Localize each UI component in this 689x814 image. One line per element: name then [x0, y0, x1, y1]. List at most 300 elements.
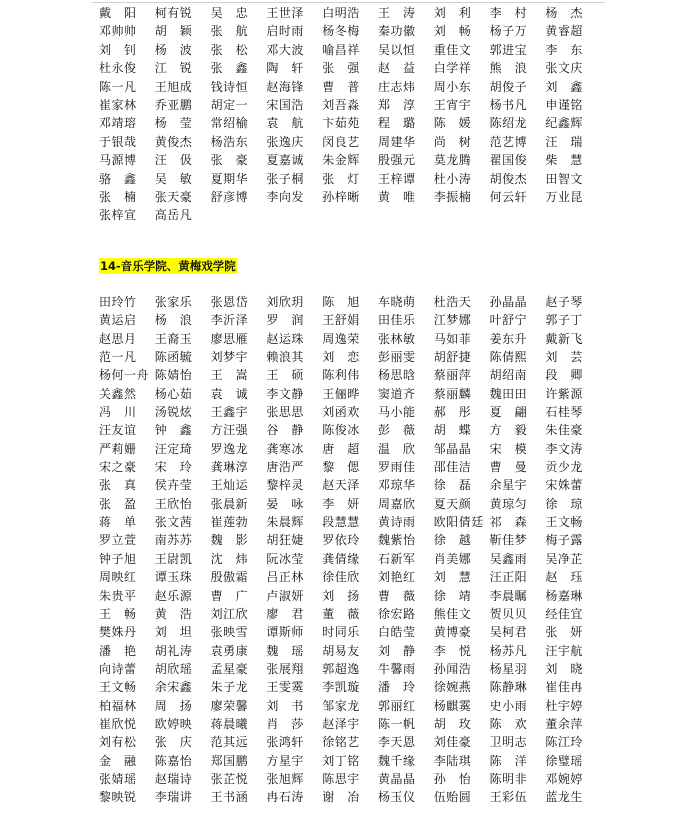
- name-cell: 廖思雁: [210, 331, 249, 346]
- name-cell: 廖荣馨: [210, 698, 249, 713]
- name-cell: 陈静琳: [489, 680, 528, 695]
- name-cell: 马小能: [377, 405, 416, 420]
- name-cell: 张 妍: [545, 625, 583, 640]
- name-cell: 王裔玉: [154, 331, 193, 346]
- name-cell: 杜小涛: [433, 171, 472, 186]
- name-cell: 白学祥: [433, 61, 472, 76]
- name-cell: 邹晶晶: [433, 441, 472, 456]
- name-cell: 陈 媛: [433, 116, 472, 131]
- name-cell: 伍贻圆: [433, 790, 472, 805]
- name-cell: 唐浩严: [266, 460, 304, 475]
- name-cell: 陈一凡: [99, 79, 137, 94]
- name-cell: 刘 慧: [433, 570, 472, 585]
- name-cell: 刘函欢: [322, 405, 360, 420]
- name-cell: 杨麒霙: [433, 698, 472, 713]
- name-cell: 马如菲: [433, 331, 472, 346]
- name-cell: 龚琳淳: [210, 460, 249, 475]
- name-cell: 邓靖瑢: [99, 116, 137, 131]
- name-cell: 周 扬: [154, 698, 193, 713]
- name-cell: 赵 珏: [545, 570, 583, 585]
- name-cell: 张芷悦: [210, 771, 249, 786]
- name-cell: 曹 普: [322, 79, 360, 94]
- name-cell: 崔莲勃: [210, 515, 249, 530]
- name-cell: 熊 浪: [489, 61, 528, 76]
- name-cell: 赵运珠: [266, 331, 304, 346]
- name-cell: 刘 畅: [433, 24, 472, 39]
- name-cell: 赵子琴: [545, 295, 583, 309]
- name-cell: 殷强元: [377, 153, 416, 168]
- name-cell: 张思思: [266, 405, 304, 420]
- name-cell: 宋姝蕾: [545, 478, 583, 493]
- name-cell: 黄晶晶: [377, 771, 416, 786]
- name-cell: 牛馨雨: [377, 661, 416, 676]
- name-cell: 赵乐源: [154, 588, 193, 603]
- name-cell: 贡少龙: [545, 460, 583, 475]
- name-cell: 范其远: [210, 735, 249, 750]
- name-cell: 张 豪: [210, 153, 249, 168]
- name-cell: 张恩岱: [210, 295, 249, 309]
- name-cell: 陈嘉怡: [154, 753, 193, 768]
- name-cell: 欧阳倩廷: [433, 515, 484, 530]
- name-cell: 罗依玲: [322, 533, 360, 548]
- name-cell: 重佳文: [433, 42, 472, 57]
- name-cell: 汪 瑞: [545, 134, 583, 149]
- name-cell: 方星宇: [266, 753, 304, 768]
- name-cell: 启时雨: [266, 24, 304, 39]
- name-cell: 杨冬梅: [322, 24, 360, 39]
- name-cell: 魏 瑶: [266, 643, 304, 658]
- name-cell: 窦道齐: [377, 386, 416, 401]
- name-cell: 冯 川: [99, 405, 137, 420]
- name-cell: 万业昆: [545, 189, 583, 204]
- name-cell: 罗 润: [266, 313, 304, 328]
- name-cell: 马源博: [99, 153, 137, 168]
- name-cell: 夏嘉诚: [266, 153, 304, 168]
- name-cell: 魏 影: [210, 533, 249, 548]
- name-cell: 宋 玲: [154, 460, 193, 475]
- name-cell: 王世泽: [266, 6, 304, 20]
- name-cell: 陈利伟: [322, 368, 360, 383]
- name-cell: 夏天颜: [433, 496, 472, 511]
- name-cell: 张映雪: [210, 625, 249, 640]
- name-cell: 徐 靖: [433, 588, 472, 603]
- name-cell: 刘 利: [433, 6, 472, 20]
- name-cell: 胡 颖: [154, 24, 193, 39]
- name-cell: 黄琼匀: [489, 496, 528, 511]
- name-cell: 熊佳文: [433, 606, 472, 621]
- name-cell: 张 航: [210, 24, 249, 39]
- name-cell: 江梦娜: [433, 313, 472, 328]
- name-cell: 宋国浩: [266, 97, 304, 112]
- name-cell: 郭进宝: [489, 42, 528, 57]
- name-cell: 李向发: [266, 189, 304, 204]
- name-cell: 王书涵: [210, 790, 249, 805]
- name-cell: 何云轩: [489, 189, 528, 204]
- name-cell: 李 东: [545, 42, 583, 57]
- name-cell: 彭丽雯: [377, 350, 416, 365]
- name-cell: 李凯璇: [322, 680, 360, 695]
- name-cell: 龚倩缘: [322, 551, 360, 566]
- name-cell: 陈绍龙: [489, 116, 528, 131]
- name-cell: 刘 扬: [322, 588, 360, 603]
- name-cell: 刘有松: [99, 735, 137, 750]
- name-cell: 王俪晔: [322, 386, 360, 401]
- name-cell: 殷傲霜: [210, 570, 249, 585]
- name-cell: 陈思宇: [322, 771, 360, 786]
- name-cell: 于银哉: [99, 134, 137, 149]
- name-cell: 魏田田: [489, 386, 528, 401]
- name-cell: 段慧慧: [322, 515, 360, 530]
- name-cell: 彭 薇: [377, 423, 416, 438]
- name-cell: 徐宏路: [377, 606, 416, 621]
- name-cell: 李陆琪: [433, 753, 472, 768]
- name-cell: 白明浩: [322, 6, 360, 20]
- name-cell: 王旭成: [154, 79, 193, 94]
- name-cell: 杨 波: [154, 42, 193, 57]
- name-cell: 魏紫怡: [377, 533, 416, 548]
- name-cell: 胡狂婕: [266, 533, 304, 548]
- name-cell: 陈 旭: [322, 295, 360, 309]
- name-cell: 黄俊杰: [154, 134, 193, 149]
- name-cell: 金 融: [99, 753, 137, 768]
- name-cell: 周建华: [377, 134, 416, 149]
- name-cell: 胡绍南: [489, 368, 528, 383]
- name-cell: 樊姝丹: [99, 625, 137, 640]
- name-cell: 董余萍: [545, 716, 583, 731]
- name-cell: 曹 薇: [377, 588, 416, 603]
- name-cell: 宋 模: [489, 441, 528, 456]
- name-cell: 陈倩熙: [489, 350, 528, 365]
- name-cell: 程 璐: [377, 116, 416, 131]
- name-cell: 徐婉燕: [433, 680, 472, 695]
- name-cell: 李晨瞩: [489, 588, 528, 603]
- name-cell: 吴净芷: [545, 551, 583, 566]
- name-cell: 李 村: [489, 6, 528, 20]
- name-cell: 潘 艳: [99, 643, 137, 658]
- name-cell: 肖 莎: [266, 716, 304, 731]
- name-cell: 王彩伍: [489, 790, 528, 805]
- name-cell: 戴 阳: [99, 6, 137, 20]
- name-cell: 卫明志: [489, 735, 528, 750]
- name-cell: 闵良艺: [322, 134, 360, 149]
- name-cell: 刘丁铭: [322, 753, 360, 768]
- name-cell: 关鑫然: [99, 386, 137, 401]
- name-cell: 舒彦博: [210, 189, 249, 204]
- name-cell: 郭子丁: [545, 313, 583, 328]
- name-cell: 靳佳梦: [489, 533, 528, 548]
- name-cell: 李文涛: [545, 441, 583, 456]
- name-cell: 石新军: [377, 551, 416, 566]
- name-cell: 王文畅: [99, 680, 137, 695]
- name-cell: 方 毅: [489, 423, 528, 438]
- name-cell: 杨书凡: [489, 97, 528, 112]
- name-cell: 张家乐: [154, 295, 193, 309]
- name-cell: 李瑞讲: [154, 790, 193, 805]
- name-cell: 孙闻浩: [433, 661, 472, 676]
- name-cell: 吴 忠: [210, 6, 249, 20]
- name-cell: 喻昌祥: [322, 42, 360, 57]
- name-cell: 杜永俊: [99, 61, 137, 76]
- name-cell: 李振楠: [433, 189, 472, 204]
- name-cell: 谢 冶: [322, 790, 360, 805]
- name-cell: 汪宇航: [545, 643, 583, 658]
- name-cell: 江 锐: [154, 61, 193, 76]
- name-cell: 冉石涛: [266, 790, 304, 805]
- name-cell: 田智文: [545, 171, 583, 186]
- name-cell: 谭玉珠: [154, 570, 193, 585]
- name-cell: 龚寒冰: [266, 441, 304, 456]
- name-cell: 柯有锐: [154, 6, 193, 20]
- name-cell: 吴以恒: [377, 42, 416, 57]
- name-cell: 刘 书: [266, 698, 304, 713]
- name-cell: 钟 鑫: [154, 423, 193, 438]
- name-cell: 谭斯师: [266, 625, 304, 640]
- name-cell: 汤锐炫: [154, 405, 193, 420]
- name-cell: 骆 鑫: [99, 171, 137, 186]
- name-cell: 申谨铭: [545, 97, 583, 112]
- name-cell: 黄睿超: [545, 24, 583, 39]
- name-cell: 叶舒宁: [489, 313, 528, 328]
- name-cell: 邓帅帅: [99, 24, 137, 39]
- name-cell: 阮冰莹: [266, 551, 304, 566]
- name-cell: 胡易友: [322, 643, 360, 658]
- name-cell: 邹家龙: [322, 698, 360, 713]
- name-cell: 张逸庆: [266, 134, 304, 149]
- name-cell: 贺贝贝: [489, 606, 528, 621]
- name-cell: 吕正林: [266, 570, 304, 585]
- name-cell: 余宋鑫: [154, 680, 193, 695]
- name-cell: 汪 伋: [154, 153, 193, 168]
- name-cell: 车晓萌: [377, 295, 416, 309]
- name-cell: 魏千缘: [377, 753, 416, 768]
- name-cell: 刘 钊: [99, 42, 137, 57]
- name-cell: 罗雨佳: [377, 460, 416, 475]
- name-cell: 田玲竹: [99, 295, 137, 309]
- name-cell: 谷 静: [266, 423, 304, 438]
- name-cell: 罗逸龙: [210, 441, 249, 456]
- name-cell: 张展翔: [266, 661, 304, 676]
- name-cell: 郑国鹏: [210, 753, 249, 768]
- name-cell: 黄运启: [99, 313, 137, 328]
- name-cell: 梅子露: [545, 533, 583, 548]
- name-cell: 陈 洋: [489, 753, 528, 768]
- name-cell: 王梓谭: [377, 171, 416, 186]
- name-cell: 黎 偲: [322, 460, 360, 475]
- name-cell: 蔡丽麟: [433, 386, 472, 401]
- name-cell: 赵泽宇: [322, 716, 360, 731]
- name-cell: 王灿运: [210, 478, 249, 493]
- name-cell: 朱晨辉: [266, 515, 304, 530]
- name-cell: 余星宇: [489, 478, 528, 493]
- name-cell: 刘 晓: [545, 661, 583, 676]
- name-cell: 胡俊子: [489, 79, 528, 94]
- name-cell: 白皓莹: [377, 625, 416, 640]
- name-cell: 赵海锋: [266, 79, 304, 94]
- name-cell: 崔家林: [99, 97, 137, 112]
- name-cell: 刘欣玥: [266, 295, 304, 309]
- name-cell: 徐 越: [433, 533, 472, 548]
- name-cell: 胡定一: [210, 97, 249, 112]
- name-cell: 纪鑫辉: [545, 116, 583, 131]
- name-cell: 陈江玲: [545, 735, 583, 750]
- name-cell: 孙 怡: [433, 771, 472, 786]
- name-cell: 潘 玲: [377, 680, 416, 695]
- name-cell: 杨苏凡: [489, 643, 528, 658]
- name-cell: 张 庆: [154, 735, 193, 750]
- name-cell: 李 妍: [322, 496, 360, 511]
- name-cell: 袁 诚: [210, 386, 249, 401]
- name-cell: 刘 芸: [545, 350, 583, 365]
- name-cell: 祁 森: [489, 515, 528, 530]
- name-cell: 刘梦宇: [210, 350, 249, 365]
- name-cell: 范艺博: [489, 134, 528, 149]
- name-cell: 周映红: [99, 570, 137, 585]
- name-cell: 经佳宜: [545, 606, 583, 621]
- name-cell: 杨浩东: [210, 134, 249, 149]
- name-cell: 高岳凡: [154, 208, 193, 223]
- name-cell: 蓝龙生: [545, 790, 583, 805]
- name-cell: 杨子万: [489, 24, 528, 39]
- name-cell: 侯卉莹: [154, 478, 193, 493]
- name-cell: 李文静: [266, 386, 304, 401]
- name-cell: 夏期华: [210, 171, 249, 186]
- name-cell: 杨思晗: [377, 368, 416, 383]
- name-cell: 陈 欢: [489, 716, 528, 731]
- name-cell: 严莉姗: [99, 441, 137, 456]
- name-cell: 王文畅: [545, 515, 583, 530]
- name-cell: 张天豪: [154, 189, 193, 204]
- name-cell: 蒋 单: [99, 515, 137, 530]
- name-cell: 徐 磊: [433, 478, 472, 493]
- name-cell: 柴 慧: [545, 153, 583, 168]
- name-cell: 王 嵩: [210, 368, 249, 383]
- name-cell: 周嘉欣: [377, 496, 416, 511]
- name-cell: 温 欣: [377, 441, 416, 456]
- name-cell: 徐铭艺: [322, 735, 360, 750]
- name-cell: 柏福林: [99, 698, 137, 713]
- name-cell: 周小东: [433, 79, 472, 94]
- name-cell: 宋之豪: [99, 460, 137, 475]
- name-cell: 向诗蕾: [99, 661, 137, 676]
- name-cell: 史小雨: [489, 698, 528, 713]
- name-cell: 王 涛: [377, 6, 416, 20]
- name-cell: 黄 唯: [377, 189, 416, 204]
- name-cell: 张 松: [210, 42, 249, 57]
- name-cell: 王鑫宇: [210, 405, 249, 420]
- name-cell: 张鸿轩: [266, 735, 304, 750]
- name-cell: 崔佳冉: [545, 680, 583, 695]
- name-cell: 杨嘉琳: [545, 588, 583, 603]
- name-cell: 罗立萱: [99, 533, 137, 548]
- name-cell: 王雯霙: [266, 680, 304, 695]
- name-cell: 秦功徽: [377, 24, 416, 39]
- name-cell: 张林敏: [377, 331, 416, 346]
- name-cell: 刘 恋: [322, 350, 360, 365]
- name-cell: 杨 杰: [545, 6, 583, 20]
- name-cell: 袁勇康: [210, 643, 249, 658]
- name-cell: 蒋晨曦: [210, 716, 249, 731]
- name-cell: 汪友谊: [99, 423, 137, 438]
- name-cell: 周逸荣: [322, 331, 360, 346]
- name-cell: 邓琼华: [377, 478, 416, 493]
- name-cell: 张 鑫: [210, 61, 249, 76]
- name-cell: 陈俊冰: [322, 423, 360, 438]
- name-cell: 王欣怡: [154, 496, 193, 511]
- name-cell: 刘佳豪: [433, 735, 472, 750]
- name-cell: 汪定琦: [154, 441, 193, 456]
- name-cell: 赵 益: [377, 61, 416, 76]
- name-cell: 翟国俊: [489, 153, 528, 168]
- name-cell: 赖浪其: [266, 350, 304, 365]
- name-cell: 唐 超: [322, 441, 360, 456]
- name-cell: 蔡丽萍: [433, 368, 472, 383]
- name-cell: 欧婷映: [154, 716, 193, 731]
- name-cell: 张婧瑶: [99, 771, 137, 786]
- name-cell: 李 悦: [433, 643, 472, 658]
- name-cell: 王宵宇: [433, 97, 472, 112]
- name-cell: 徐璧瑶: [545, 753, 583, 768]
- name-cell: 范一凡: [99, 350, 137, 365]
- name-cell: 卞茹苑: [322, 116, 360, 131]
- name-cell: 赵瑞诗: [154, 771, 193, 786]
- name-cell: 郝 彤: [433, 405, 472, 420]
- name-cell: 黄博豪: [433, 625, 472, 640]
- name-cell: 张 楠: [99, 189, 137, 204]
- name-cell: 时同乐: [322, 625, 360, 640]
- name-cell: 夏 翩: [489, 405, 528, 420]
- name-cell: 崔欣悦: [99, 716, 137, 731]
- name-cell: 钱诗恒: [210, 79, 249, 94]
- name-cell: 杜浩天: [433, 295, 472, 309]
- name-cell: 石桂琴: [545, 405, 583, 420]
- name-cell: 孟星豪: [210, 661, 249, 676]
- name-cell: 陶 轩: [266, 61, 304, 76]
- name-cell: 陈函毓: [154, 350, 193, 365]
- name-cell: 黎映锐: [99, 790, 137, 805]
- name-cell: 曹 广: [210, 588, 249, 603]
- name-cell: 乔亚鹏: [154, 97, 193, 112]
- name-cell: 田佳乐: [377, 313, 416, 328]
- name-cell: 朱子龙: [210, 680, 249, 695]
- name-cell: 赵天泽: [322, 478, 360, 493]
- name-cell: 刘吾淼: [322, 97, 360, 112]
- name-cell: 卢淑妍: [266, 588, 304, 603]
- name-cell: 晏 咏: [266, 496, 304, 511]
- name-cell: 杨 莹: [154, 116, 193, 131]
- name-cell: 尚 树: [433, 134, 472, 149]
- name-cell: 陈一帆: [377, 716, 416, 731]
- name-cell: 王尉凯: [154, 551, 193, 566]
- name-cell: 胡欣瑶: [154, 661, 193, 676]
- name-cell: 黄 浩: [154, 606, 193, 621]
- name-cell: 黎梓灵: [266, 478, 304, 493]
- name-cell: 李沂泽: [210, 313, 249, 328]
- name-cell: 刘 鑫: [545, 79, 583, 94]
- name-cell: 陈明非: [489, 771, 528, 786]
- name-cell: 刘江欣: [210, 606, 249, 621]
- name-cell: 刘艳红: [377, 570, 416, 585]
- name-cell: 刘 坦: [154, 625, 193, 640]
- name-cell: 董 薇: [322, 606, 360, 621]
- name-cell: 朱贵平: [99, 588, 137, 603]
- section-title: 14-音乐学院、黄梅戏学院: [100, 259, 236, 273]
- name-cell: 吴 敏: [154, 171, 193, 186]
- name-cell: 杨星羽: [489, 661, 528, 676]
- name-cell: 廖 君: [266, 606, 304, 621]
- name-cell: 赵思月: [99, 331, 137, 346]
- name-cell: 南苏苏: [154, 533, 193, 548]
- name-cell: 汪正阳: [489, 570, 528, 585]
